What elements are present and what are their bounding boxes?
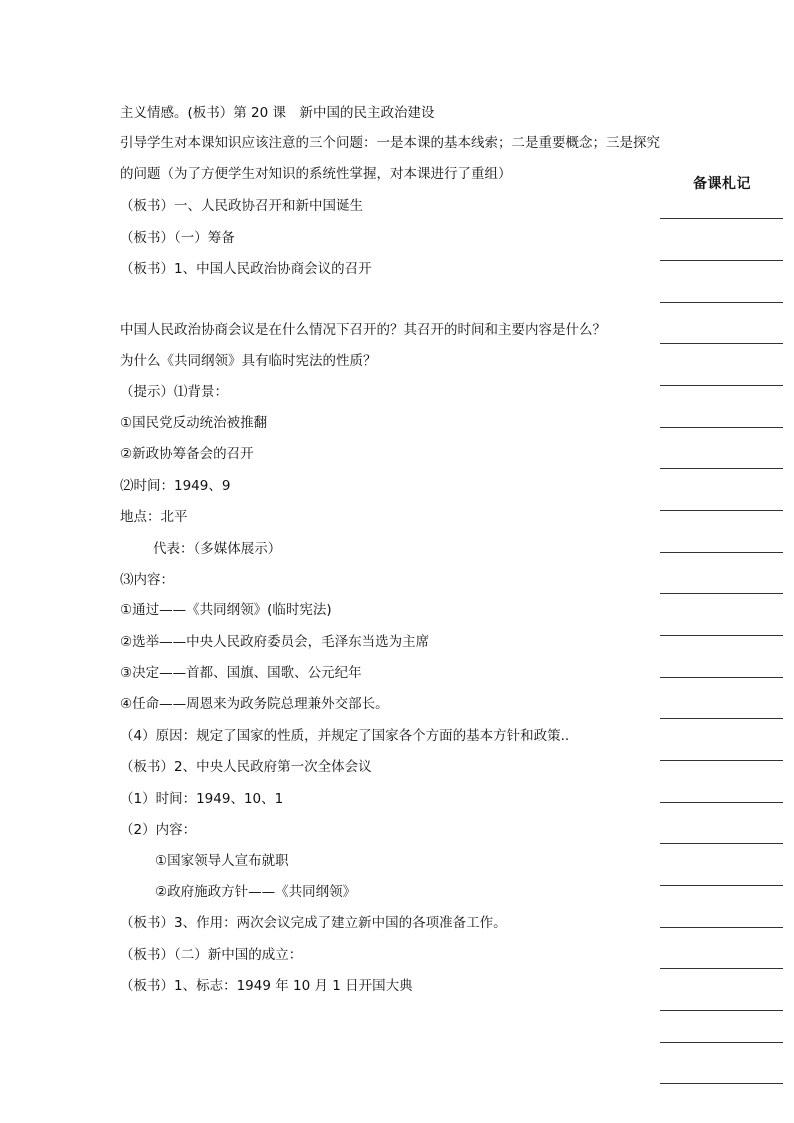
notes-title: 备课札记	[693, 176, 751, 192]
text-line-1: 主义情感。(板书）第 20 课 新中国的民主政治建设	[120, 105, 435, 121]
text-line-5: （板书）（一）筹备	[120, 230, 235, 246]
text-line-20: （4）原因：规定了国家的性质，并规定了国家各个方面的基本方针和政策..	[120, 728, 570, 744]
text-line-18: ③决定——首都、国旗、国歌、公元纪年	[120, 665, 362, 681]
note-rule	[660, 677, 783, 678]
text-line-15: ⑶内容：	[120, 572, 174, 588]
text-line-4: （板书）一、人民政协召开和新中国诞生	[120, 198, 363, 214]
note-rule	[660, 885, 783, 886]
text-line-21: （板书）2、中央人民政府第一次全体会议	[120, 759, 372, 775]
text-line-6: （板书）1、中国人民政治协商会议的召开	[120, 261, 372, 277]
text-line-7: 中国人民政治协商会议是在什么情况下召开的？其召开的时间和主要内容是什么？	[120, 322, 606, 338]
note-rule	[660, 552, 783, 553]
note-rule	[660, 343, 783, 344]
note-rule	[660, 1010, 783, 1011]
note-rule	[660, 718, 783, 719]
note-rule	[660, 218, 783, 219]
text-line-17: ②选举——中央人民政府委员会，毛泽东当选为主席	[120, 634, 430, 650]
note-rule	[660, 843, 783, 844]
note-rule	[660, 968, 783, 969]
note-rule	[660, 427, 783, 428]
text-line-13: 地点：北平	[120, 509, 188, 525]
note-rule	[660, 510, 783, 511]
note-rule	[660, 802, 783, 803]
text-line-8: 为什么《共同纲领》具有临时宪法的性质？	[120, 353, 377, 369]
note-rule	[660, 385, 783, 386]
text-line-22: （1）时间：1949、10、1	[120, 791, 284, 807]
text-line-3: 的问题（为了方便学生对知识的系统性掌握，对本课进行了重组）	[120, 166, 512, 182]
text-line-2: 引导学生对本课知识应该注意的三个问题：一是本课的基本线索；二是重要概念；三是探究	[120, 135, 660, 151]
text-line-24: ①国家领导人宣布就职	[155, 853, 289, 869]
text-line-25: ②政府施政方针——《共同纲领》	[155, 884, 357, 900]
text-line-23: （2）内容：	[120, 822, 197, 838]
text-line-27: （板书）（二）新中国的成立：	[120, 947, 303, 963]
note-rule	[660, 1083, 783, 1084]
note-rule	[660, 760, 783, 761]
note-rule	[660, 927, 783, 928]
text-line-9: （提示）⑴背景：	[120, 384, 228, 400]
note-rule	[660, 635, 783, 636]
text-line-28: （板书）1、标志：1949 年 10 月 1 日开国大典	[120, 978, 413, 994]
text-line-11: ②新政协筹备会的召开	[120, 446, 254, 462]
text-line-19: ④任命——周恩来为政务院总理兼外交部长。	[120, 696, 389, 712]
text-line-10: ①国民党反动统治被推翻	[120, 415, 268, 431]
note-rule	[660, 593, 783, 594]
text-line-12: ⑵时间：1949、9	[120, 478, 231, 494]
note-rule	[660, 260, 783, 261]
text-line-16: ①通过——《共同纲领》(临时宪法)	[120, 602, 332, 618]
note-rule	[660, 468, 783, 469]
text-line-14: 代表：（多媒体展示）	[153, 541, 282, 557]
text-line-26: （板书）3、作用：两次会议完成了建立新中国的各项准备工作。	[120, 915, 507, 931]
note-rule	[660, 1042, 783, 1043]
note-rule	[660, 302, 783, 303]
